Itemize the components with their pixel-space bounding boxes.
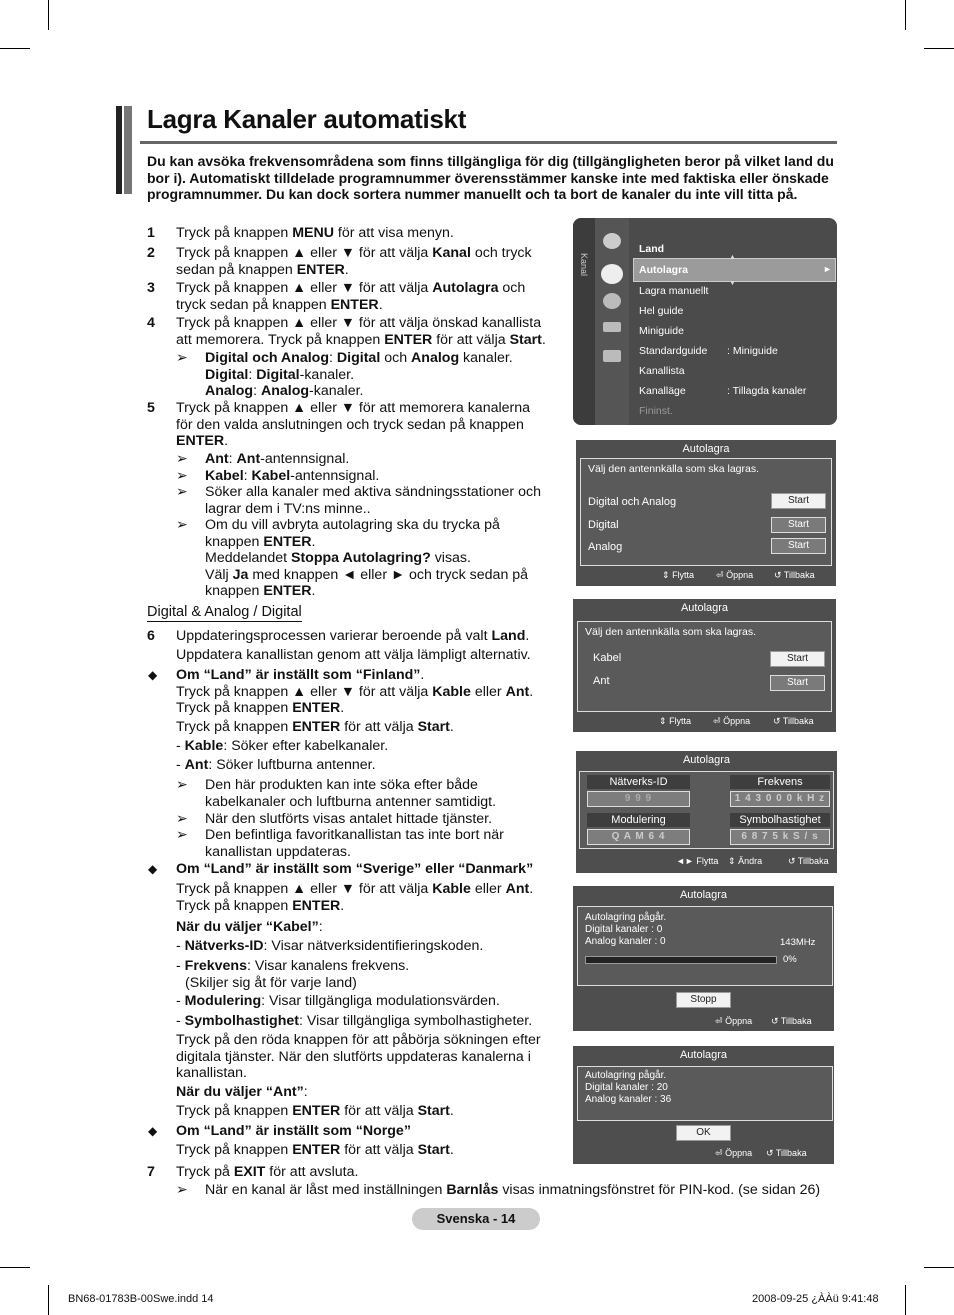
- osd-inner-panel: [577, 906, 833, 986]
- step-5-note-ant: Ant: Ant-antennsignal.: [205, 451, 350, 467]
- return-icon: ↺: [773, 716, 781, 726]
- print-date: 2008-09-25 ¿ÀÀü 9:41:48: [752, 1293, 879, 1305]
- osd-row-label: Analog: [588, 541, 623, 553]
- crop-mark: [48, 0, 49, 30]
- step-number: 1: [147, 225, 155, 241]
- return-icon: ↺: [788, 856, 796, 866]
- freq-field[interactable]: 1 4 3 0 0 0 k H z: [730, 791, 830, 807]
- crop-mark: [924, 1267, 954, 1268]
- osd-side-tab: [573, 218, 595, 425]
- back-hint: ↺ Tillbaka: [774, 570, 815, 580]
- osd-inner-panel: [579, 771, 834, 849]
- osd-title: Autolagra: [682, 443, 730, 455]
- picture-icon: [603, 233, 621, 249]
- note-arrow-icon: ➢: [176, 826, 188, 842]
- crop-mark: [905, 1285, 906, 1315]
- channel-icon: [601, 264, 623, 284]
- title-rule: [140, 141, 837, 144]
- note-arrow-icon: ➢: [176, 776, 188, 792]
- intro-paragraph: Du kan avsöka frekvensområdena som finns tillgängliga för dig (tillgängligheten beror på vilket land du bor i). Automatiskt tilldelade programnummer överensstämmer kanske inte med faktiska eller önskade programnummer. Du kan dock sortera nummer manuellt och ta bort de kanaler du inte vill titta på.: [147, 153, 834, 202]
- note-arrow-icon: ➢: [176, 483, 188, 499]
- crop-mark: [48, 1285, 49, 1315]
- progress-status: Autolagring pågår. Digital kanaler : 20 Analog kanaler : 36: [585, 1070, 672, 1105]
- norge-head: Om “Land” är inställt som “Norge”: [176, 1123, 411, 1139]
- osd-autolagra-finland: [573, 599, 836, 732]
- netid-label: Nätverks-ID: [587, 775, 690, 789]
- return-icon: ↺: [766, 1148, 774, 1158]
- step-5-text: Tryck på knappen ▲ eller ▼ för att memorera kanalerna för den valda anslutningen och tryck sedan på knappen ENTER.: [176, 400, 531, 449]
- step-4-text: Tryck på knappen ▲ eller ▼ för att välja önskad kanallista att memorera. Tryck på knappen ENTER för att välja Start.: [176, 315, 546, 348]
- sverige-head: Om “Land” är inställt som “Sverige” eller “Danmark”: [176, 861, 534, 877]
- back-hint: ↺ Tillbaka: [766, 1148, 807, 1158]
- osd-row-label: Digital: [588, 519, 619, 531]
- frequency-readout: 143MHz: [780, 937, 816, 948]
- enter-icon: ⏎: [715, 1016, 723, 1026]
- menu-value: : Tillagda kanaler: [727, 385, 807, 397]
- osd-title: Autolagra: [679, 889, 728, 901]
- osd-row-label: Kabel: [593, 652, 622, 664]
- updown-icon: ⇕: [662, 570, 670, 580]
- note-arrow-icon: ➢: [176, 467, 188, 483]
- note-arrow-icon: ➢: [176, 516, 188, 532]
- down-arrow-icon: ▼: [729, 280, 736, 287]
- menu-item[interactable]: Miniguide: [639, 325, 684, 337]
- menu-item[interactable]: Hel guide: [639, 305, 684, 317]
- step-number: 3: [147, 280, 155, 296]
- step-number: 4: [147, 315, 155, 331]
- move-hint: ◄► Flytta: [676, 856, 719, 866]
- progress-bar: [585, 956, 777, 964]
- sverige-ant-head: När du väljer “Ant”:: [176, 1084, 308, 1100]
- mod-label: Modulering: [587, 813, 690, 827]
- chevron-right-icon: ►: [823, 264, 832, 274]
- osd-inner-panel: [577, 1066, 833, 1121]
- open-hint: ⏎ Öppna: [715, 1148, 753, 1158]
- open-hint: ⏎ Öppna: [715, 1016, 753, 1026]
- osd-inner-panel: [577, 621, 832, 712]
- start-button[interactable]: Start: [771, 517, 826, 533]
- finland-kable: - Kable: Söker efter kabelkanaler.: [176, 738, 389, 754]
- diamond-bullet-icon: ◆: [148, 862, 158, 876]
- stop-button[interactable]: Stopp: [676, 992, 731, 1008]
- step-5-note-search: Söker alla kanaler med aktiva sändningsstationer och lagrar dem i TV:ns minne..: [205, 484, 541, 517]
- header-bar: [116, 106, 122, 194]
- finland-note-2: När den slutförts visas antalet hittade tjänster.: [205, 811, 493, 827]
- osd-title: Autolagra: [680, 602, 729, 614]
- file-info: BN68-01783B-00Swe.indd 14: [68, 1293, 214, 1305]
- start-button[interactable]: Start: [771, 493, 826, 509]
- progress-status: Autolagring pågår. Digital kanaler : 0 Analog kanaler : 0: [585, 912, 667, 947]
- updown-icon: ⇕: [728, 856, 736, 866]
- osd-side-label: Kanal: [579, 253, 589, 277]
- enter-icon: ⏎: [713, 716, 721, 726]
- sverige-red: Tryck på den röda knappen för att påbörja sökningen efter digitala tjänster. När den slutförts uppdateras kanalerna i kanallistan.: [176, 1032, 541, 1081]
- step-2-text: Tryck på knappen ▲ eller ▼ för att välja Kanal och tryck sedan på knappen ENTER.: [176, 245, 532, 278]
- return-icon: ↺: [774, 570, 782, 580]
- sverige-select: Tryck på knappen ▲ eller ▼ för att välja Kable eller Ant. Tryck på knappen ENTER.: [176, 881, 534, 914]
- start-button[interactable]: Start: [771, 538, 826, 554]
- open-hint: ⏎ Öppna: [713, 716, 751, 726]
- return-icon: ↺: [771, 1016, 779, 1026]
- osd-row-label: Digital och Analog: [588, 496, 677, 508]
- crop-mark: [905, 0, 906, 30]
- menu-item[interactable]: Kanalläge: [639, 385, 686, 397]
- section-subheading: Digital & Analog / Digital: [147, 604, 302, 620]
- finland-note-3: Den befintliga favoritkanallistan tas inte bort när kanallistan uppdateras.: [205, 827, 504, 860]
- sverige-sym: - Symbolhastighet: Visar tillgängliga symbolhastigheter.: [176, 1013, 533, 1029]
- norge-text: Tryck på knappen ENTER för att välja Start.: [176, 1142, 454, 1158]
- input-icon: [603, 322, 621, 332]
- step-number: 2: [147, 245, 155, 261]
- osd-title: Autolagra: [679, 1049, 728, 1061]
- enter-icon: ⏎: [715, 1148, 723, 1158]
- progress-percent: 0%: [783, 954, 797, 965]
- note-arrow-icon: ➢: [176, 450, 188, 466]
- sverige-ant-text: Tryck på knappen ENTER för att välja Start.: [176, 1103, 454, 1119]
- leftright-icon: ◄►: [676, 856, 694, 866]
- step-5-note-cancel: Om du vill avbryta autolagring ska du trycka på knappen ENTER. Meddelandet Stoppa Autolagring? visas. Välj Ja med knappen ◄ eller ► och tryck sedan på knappen ENTER.: [205, 517, 529, 599]
- sverige-kabel-head: När du väljer “Kabel”:: [176, 919, 323, 935]
- osd-row-label: Ant: [593, 675, 610, 687]
- menu-item[interactable]: Kanallista: [639, 365, 685, 377]
- step-number: 5: [147, 400, 155, 416]
- crop-mark: [924, 48, 954, 49]
- sym-label: Symbolhastighet: [730, 813, 830, 827]
- menu-item[interactable]: Land: [639, 243, 665, 255]
- diamond-bullet-icon: ◆: [148, 1124, 158, 1138]
- back-hint: ↺ Tillbaka: [773, 716, 814, 726]
- osd-inner-panel: [580, 458, 832, 566]
- note-arrow-icon: ➢: [176, 1181, 188, 1197]
- note-arrow-icon: ➢: [176, 349, 188, 365]
- step-3-text: Tryck på knappen ▲ eller ▼ för att välja Autolagra och tryck sedan på knappen ENTER.: [176, 280, 526, 313]
- application-icon: [603, 350, 621, 362]
- menu-item-autolagra[interactable]: Autolagra: [639, 264, 689, 276]
- step-number: 6: [147, 628, 155, 644]
- sym-field[interactable]: 6 8 7 5 k S / s: [730, 829, 830, 845]
- step-5-note-kabel: Kabel: Kabel-antennsignal.: [205, 468, 380, 484]
- menu-item[interactable]: Fininst.: [639, 405, 673, 417]
- header-bar: [124, 106, 132, 194]
- osd-prompt: Välj den antennkälla som ska lagras.: [588, 463, 760, 475]
- step-6-text-2: Uppdatera kanallistan genom att välja lämpligt alternativ.: [176, 647, 531, 663]
- finland-start: Tryck på knappen ENTER för att välja Start.: [176, 719, 454, 735]
- osd-title: Autolagra: [682, 754, 731, 766]
- sverige-freq: - Frekvens: Visar kanalens frekvens. (Skiljer sig åt för varje land): [176, 958, 410, 991]
- crop-mark: [0, 48, 30, 49]
- step-number: 7: [147, 1164, 155, 1180]
- sverige-netid: - Nätverks-ID: Visar nätverksidentifieringskoden.: [176, 938, 484, 954]
- mod-field[interactable]: Q A M 6 4: [587, 829, 690, 845]
- osd-icon-column: [595, 218, 629, 425]
- page-title: Lagra Kanaler automatiskt: [147, 104, 467, 134]
- osd-channel-menu: [573, 218, 837, 425]
- diamond-bullet-icon: ◆: [148, 668, 158, 682]
- back-hint: ↺ Tillbaka: [788, 856, 829, 866]
- crop-mark: [0, 1267, 30, 1268]
- sverige-mod: - Modulering: Visar tillgängliga modulationsvärden.: [176, 993, 500, 1009]
- finland-ant: - Ant: Söker luftburna antenner.: [176, 757, 376, 773]
- osd-autolagra-kabel-settings: [576, 751, 837, 873]
- step-4-note: Digital och Analog: Digital och Analog kanaler. Digital: Digital-kanaler. Analog: Analog-kanaler.: [205, 350, 513, 399]
- freq-label: Frekvens: [730, 775, 830, 789]
- step-6-text: Uppdateringsprocessen varierar beroende på valt Land.: [176, 628, 530, 644]
- osd-autolagra-progress: [573, 886, 834, 1031]
- change-hint: ⇕ Ändra: [728, 856, 763, 866]
- osd-autolagra-digital: [576, 440, 836, 586]
- start-button[interactable]: Start: [770, 651, 825, 667]
- updown-icon: ⇕: [659, 716, 667, 726]
- step-7-note: När en kanal är låst med inställningen Barnlås visas inmatningsfönstret för PIN-kod. (se sidan 26): [205, 1182, 821, 1198]
- finland-block: Om “Land” är inställt som “Finland”. Tryck på knappen ▲ eller ▼ för att välja Kable eller Ant. Tryck på knappen ENTER.: [176, 667, 534, 716]
- enter-icon: ⏎: [716, 570, 724, 580]
- back-hint: ↺ Tillbaka: [771, 1016, 812, 1026]
- start-button[interactable]: Start: [770, 675, 825, 691]
- osd-prompt: Välj den antennkälla som ska lagras.: [585, 626, 757, 638]
- menu-item[interactable]: Standardguide: [639, 345, 708, 357]
- move-hint: ⇕ Flytta: [659, 716, 692, 726]
- menu-value: : Miniguide: [727, 345, 778, 357]
- note-arrow-icon: ➢: [176, 810, 188, 826]
- step-7-text: Tryck på EXIT för att avsluta.: [176, 1164, 359, 1180]
- menu-item[interactable]: Lagra manuellt: [639, 285, 709, 297]
- osd-menu-list: [631, 218, 837, 425]
- move-hint: ⇕ Flytta: [662, 570, 695, 580]
- step-1-text: Tryck på knappen MENU för att visa menyn.: [176, 225, 454, 241]
- settings-gear-icon: [603, 293, 621, 309]
- open-hint: ⏎ Öppna: [716, 570, 754, 580]
- finland-note-1: Den här produkten kan inte söka efter både kabelkanaler och luftburna antenner samtidigt.: [205, 777, 497, 810]
- up-arrow-icon: ▲: [729, 254, 736, 261]
- page-number-badge: Svenska - 14: [412, 1208, 540, 1230]
- osd-autolagra-done: [573, 1046, 834, 1164]
- netid-field[interactable]: 9 9 9: [587, 791, 690, 807]
- ok-button[interactable]: OK: [676, 1125, 731, 1141]
